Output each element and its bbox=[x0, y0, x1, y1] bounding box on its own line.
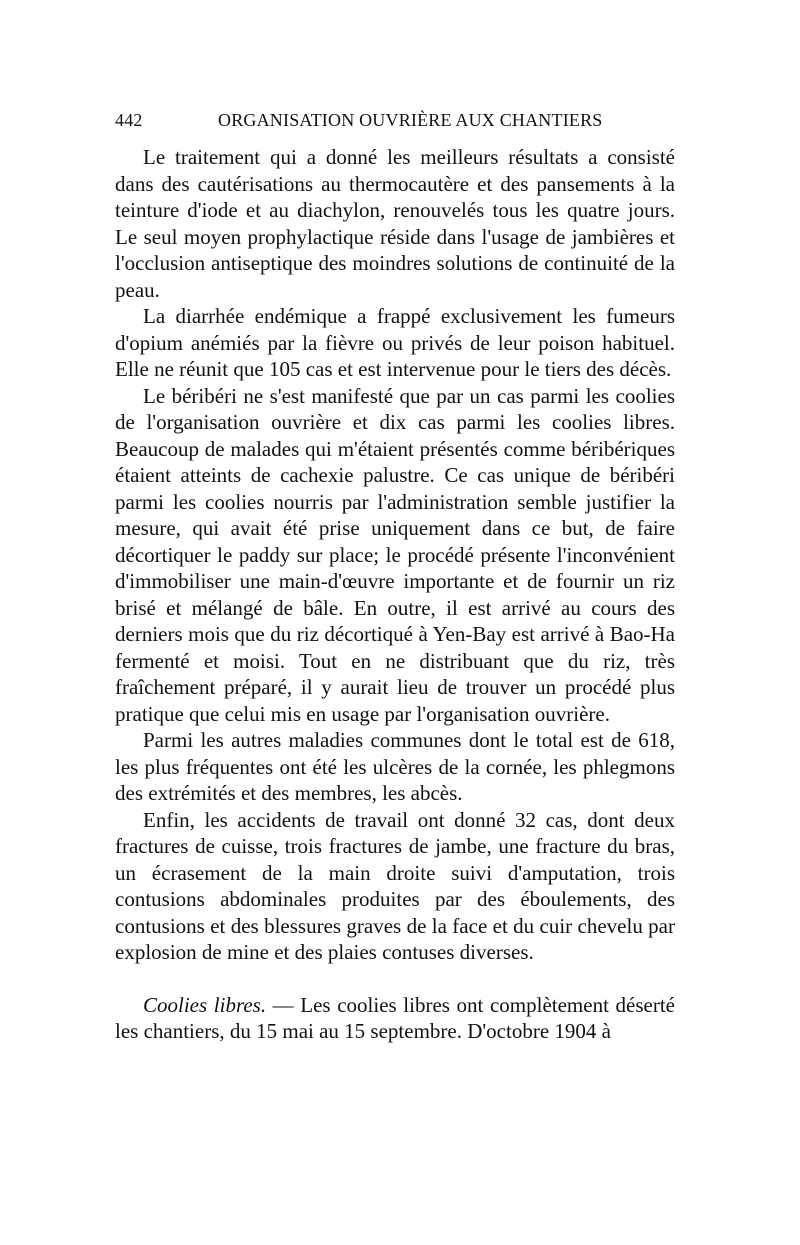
running-header bbox=[115, 110, 675, 140]
running-title: ORGANISATION OUVRIÈRE AUX CHANTIERS bbox=[218, 110, 603, 130]
paragraph-accidents: Enfin, les accidents de travail ont donné 32 cas, dont deux fractures de cuisse, trois fractures de jambe, une fracture du bras, un écrasement de la main droite suivi d'amputation, trois contusions abdominales produites par des éboulements, des contusions et des blessures graves de la face et du cuir chevelu par explosion de mine et des plaies contuses diverses. bbox=[115, 807, 675, 964]
paragraph-free-coolies bbox=[115, 992, 675, 1045]
page-number: 442 bbox=[115, 110, 143, 130]
section-run-in-heading: Coolies libres. bbox=[143, 992, 267, 1017]
paragraph-diarrhea: La diarrhée endémique a frappé exclusivement les fumeurs d'opium anémiés par la fièvre ou privés de leur poison habituel. Elle ne réunit que 105 cas et est intervenue pour le tiers des décès. bbox=[115, 304, 675, 381]
body-text bbox=[115, 144, 675, 1045]
paragraph-treatment: Le traitement qui a donné les meilleurs résultats a consisté dans des cautérisations au thermocautère et des pansements à la teinture d'iode et au diachylon, renouvelés tous les quatre jours. Le seul moyen prophylactique réside dans l'usage de jambières et l'occlusion antiseptique des moindres solutions de continuité de la peau. bbox=[115, 145, 675, 302]
paragraph-free-coolies-text: — Les coolies libres ont complètement déserté les chantiers, du 15 mai au 15 septembre. D'octobre 1904 à bbox=[115, 992, 675, 1043]
paragraph-beriberi: Le béribéri ne s'est manifesté que par un cas parmi les coolies de l'organisation ouvrière et dix cas parmi les coolies libres. Beaucoup de malades qui m'étaient présentés comme béribériques étaient atteints de cachexie palustre. Ce cas unique de béribéri parmi les coolies nourris par l'administration semble justifier la mesure, qui avait été prise uniquement dans ce but, de faire décortiquer le paddy sur place; le procédé présente l'inconvénient d'immobiliser une main-d'œuvre importante et de fournir un riz brisé et mélangé de bâle. En outre, il est arrivé au cours des derniers mois que du riz décortiqué à Yen-Bay est arrivé à Bao-Ha fermenté et moisi. Tout en ne distribuant que du riz, très fraîchement préparé, il y aurait lieu de trouver un procédé plus pratique que celui mis en usage par l'organisation ouvrière. bbox=[115, 383, 675, 726]
paragraph-other-diseases: Parmi les autres maladies communes dont le total est de 618, les plus fréquentes ont été les ulcères de la cornée, les phlegmons des extrémités et des membres, les abcès. bbox=[115, 728, 675, 805]
